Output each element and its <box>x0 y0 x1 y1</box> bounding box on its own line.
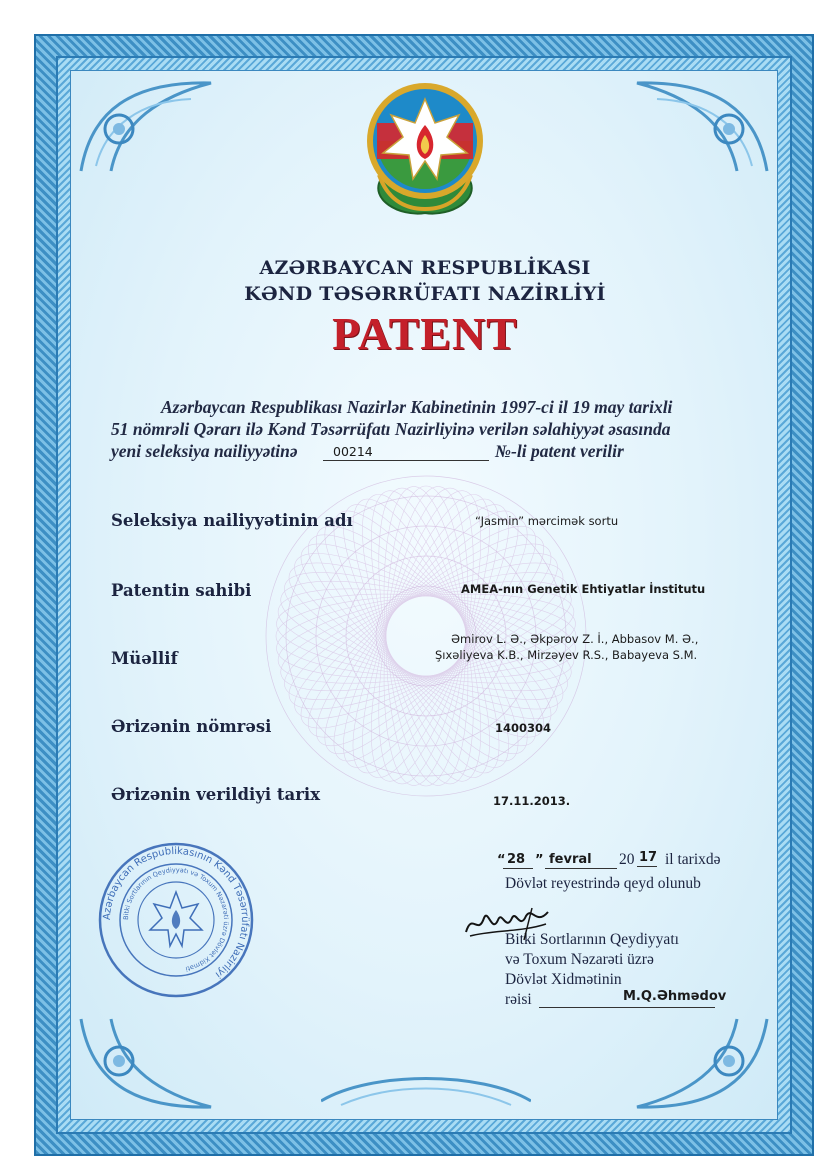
signatory-title: rəisi <box>505 991 532 1008</box>
intro-line1: Azərbaycan Respublikası Nazirlər Kabinetinin 1997-ci il 19 may tarixli <box>161 397 673 417</box>
reg-quote-open: “ <box>497 853 506 868</box>
corner-ornament-top-right <box>627 71 777 181</box>
field-label-application-date: Ərizənin verildiyi tarix <box>111 785 321 804</box>
field-label-application-number: Ərizənin nömrəsi <box>111 717 272 736</box>
reg-day-underline <box>503 868 533 869</box>
ministry-heading-line2: KƏND TƏSƏRRÜFATI NAZİRLİYİ <box>244 283 606 305</box>
field-value-patent-holder: AMEA-nın Genetik Ehtiyatlar İnstitutu <box>461 582 706 596</box>
field-value-application-number: 1400304 <box>495 721 552 735</box>
ministry-heading-line1: AZƏRBAYCAN RESPUBLİKASI <box>259 257 591 279</box>
signatory-line3: Dövlət Xidmətinin <box>505 971 622 988</box>
stamp-inner-text: Bitki Sortlarının Qeydiyyatı və Toxum Nəzarəti üzrə Dövlət Xidməti <box>121 865 231 973</box>
reg-year-underline <box>637 866 657 867</box>
signatory-line1: Bitki Sortlarının Qeydiyyatı <box>505 931 679 948</box>
reg-after-date: il tarixdə <box>665 851 721 868</box>
handwritten-signature <box>462 902 552 942</box>
signatory-line2: və Toxum Nəzarəti üzrə <box>505 951 654 968</box>
page-title: PATENT <box>332 308 518 359</box>
stamp-outer-text: Azərbaycan Respublikasının Kənd Təsərrüfatı Nazirliyi <box>101 845 251 980</box>
patent-number: 00214 <box>333 444 373 459</box>
field-value-author-line1: Əmirov L. Ə., Əkpərov Z. İ., Abbasov M. Ə., <box>451 632 699 646</box>
field-value-variety-name: “Jasmin” mərcimək sortu <box>475 514 619 528</box>
field-label-author: Müəllif <box>111 649 178 668</box>
patent-number-underline <box>323 460 489 461</box>
field-value-author-line2: Şıxəliyeva K.B., Mirzəyev R.S., Babayeva S.M. <box>435 648 698 662</box>
reg-month: fevral <box>549 852 592 867</box>
reg-quote-close: ” <box>535 853 544 868</box>
reg-year-prefix: 20 <box>619 851 635 868</box>
signature-line <box>539 1007 715 1008</box>
intro-line2: 51 nömrəli Qərarı ilə Kənd Təsərrüfatı Nazirliyinə verilən səlahiyyət əsasında <box>111 419 671 439</box>
intro-line3-prefix: yeni seleksiya nailiyyətinə <box>111 441 298 461</box>
field-label-patent-holder: Patentin sahibi <box>111 581 252 600</box>
corner-ornament-top-left <box>71 71 221 181</box>
corner-ornament-bottom-left <box>71 1009 221 1119</box>
official-stamp <box>96 840 256 1000</box>
field-label-variety-name: Seleksiya nailiyyətinin adı <box>111 511 353 530</box>
field-value-application-date: 17.11.2013. <box>493 794 571 808</box>
state-emblem-icon <box>359 79 491 219</box>
reg-day: 28 <box>507 852 526 867</box>
reg-month-underline <box>545 868 617 869</box>
corner-ornament-bottom-right <box>627 1009 777 1119</box>
bottom-ornament <box>321 1061 531 1111</box>
reg-year-suffix: 17 <box>639 850 658 865</box>
intro-line3-suffix: №-li patent verilir <box>495 441 624 461</box>
signatory-name: M.Q.Əhmədov <box>623 989 727 1004</box>
reg-line2: Dövlət reyestrində qeyd olunub <box>505 875 701 892</box>
